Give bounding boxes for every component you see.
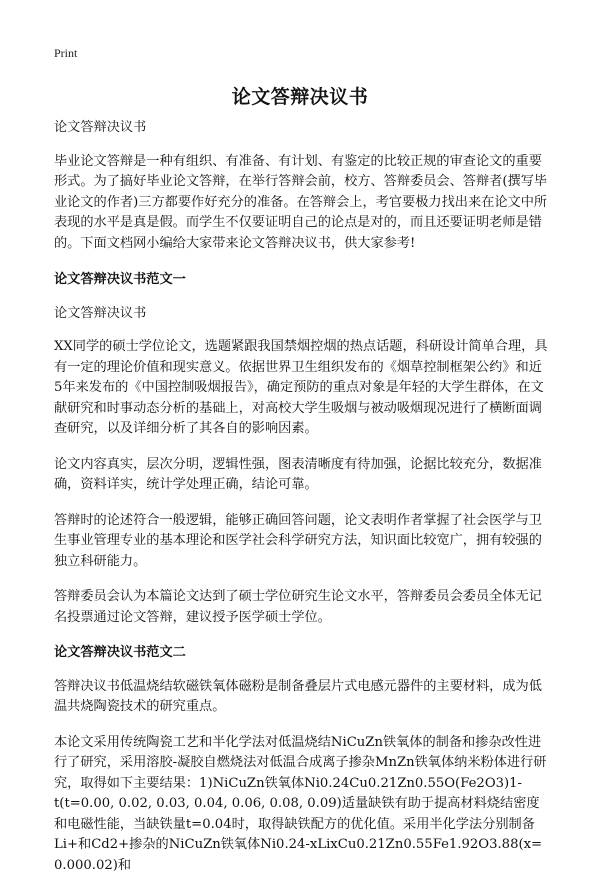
body-paragraph: 答辩时的论述符合一般逻辑，能够正确回答问题，论文表明作者掌握了社会医学与卫生事业管理专业的基本理论和医学社会科学研究方法，知识面比较宽广，拥有较强的独立科研能力。 — [54, 512, 542, 569]
body-paragraph: 本论文采用传统陶瓷工艺和半化学法对低温烧结NiCuZn铁氧体的制备和掺杂改性进行了研究，采用溶胶-凝胶自燃烧法对低温合成离子掺杂MnZn铁氧体纳米粉体进行研究，取得如下主要结果：1)NiCuZn铁氧体Ni0.24Cu0.21Zn0.55O(Fe2O3)1-t(t=0.00, 0.02, 0.03, 0.04, 0.06, 0.08, 0.09)适量缺铁有助于提高材料烧结密度和电磁性能，当缺铁量t=0.04时，取得缺铁配方的优化值。采用半化学法分别制备Li+和Cd2+掺杂的NiCuZn铁氧体Ni0.24-xLixCu0.21Zn0.55Fe1.92O3.88(x= 0.000.02)和 — [54, 734, 547, 873]
section-label: 论文答辩决议书 — [54, 120, 147, 135]
section-heading-2: 论文答辩决议书范文二 — [54, 645, 186, 660]
print-link[interactable]: Print — [54, 46, 78, 60]
body-paragraph: 答辩委员会认为本篇论文达到了硕士学位研究生论文水平，答辩委员会委员全体无记名投票通过论文答辩，建议授予医学硕士学位。 — [54, 589, 542, 625]
body-paragraph: XX同学的硕士学位论文，选题紧跟我国禁烟控烟的热点话题，科研设计简单合理，具有一定的理论价值和现实意义。依据世界卫生组织发布的《烟草控制框架公约》和近5年来发布的《中国控制吸烟报告》，确定预防的重点对象是年轻的大学生群体，在文献研究和时事动态分析的基础上，对高校大学生吸烟与被动吸烟现况进行了横断面调查研究，以及详细分析了其各自的影响因素。 — [54, 339, 548, 436]
page-title: 论文答辩决议书 — [231, 86, 369, 108]
document-body — [54, 118, 550, 892]
body-paragraph: 答辩决议书低温烧结软磁铁氧体磁粉是制备叠层片式电感元器件的主要材料，成为低温共烧陶瓷技术的研究重点。 — [54, 678, 542, 714]
section-heading-1: 论文答辩决议书范文一 — [54, 272, 186, 287]
intro-paragraph: 毕业论文答辩是一种有组织、有准备、有计划、有鉴定的比较正规的审查论文的重要形式。为了搞好毕业论文答辩，在举行答辩会前，校方、答辩委员会、答辩者(撰写毕业论文的作者)三方都要作好充分的准备。在答辩会上，考官要极力找出来在论文中所表现的水平是真是假。而学生不仅要证明自己的论点是对的，而且还要证明老师是错的。下面文档网小编给大家带来论文答辩决议书，供大家参考! — [54, 153, 548, 251]
section-label: 论文答辩决议书 — [54, 305, 147, 321]
body-paragraph: 论文内容真实，层次分明，逻辑性强，图表清晰度有待加强，论据比较充分，数据准确，资料详实，统计学处理正确，结论可靠。 — [54, 456, 542, 492]
